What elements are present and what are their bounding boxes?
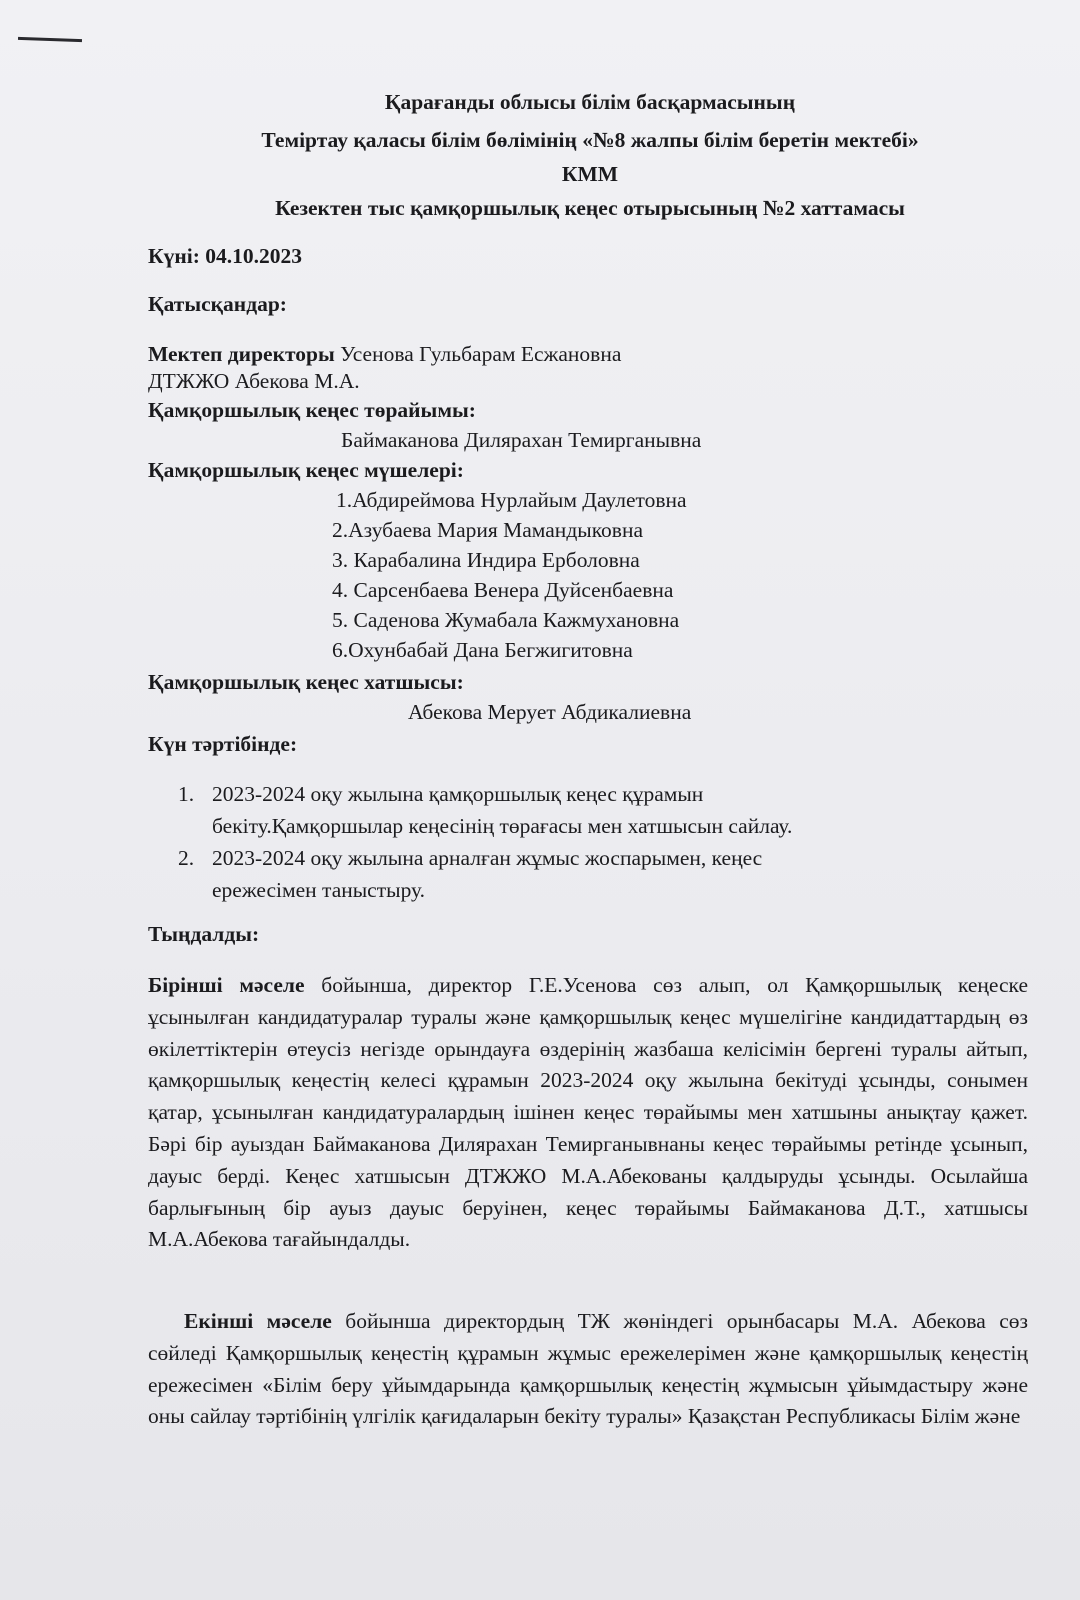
director-name: Усенова Гульбарам Есжановна <box>334 342 622 366</box>
member-item: 5. Саденова Жумабала Кажмухановна <box>332 608 680 632</box>
first-issue-lead: Бірінші мәселе <box>148 973 305 997</box>
agenda-label: Күн тәртібінде: <box>148 732 298 756</box>
first-issue-text: бойынша, директор Г.Е.Усенова сөз алып, ол Қамқоршылық кеңеске ұсынылған кандидатуралар туралы және қамқоршылық кеңес мүшелігіне кандидаттардың өз өкілеттіктерін өтеусіз негізде орындауға өздерінің жазбаша келісімін бергені туралы айтып, қамқоршылық кеңестің келесі құрамын 2023-2024 оқу жылына бекітуді ұсынды, сонымен қатар, ұсынылған кандидатуралардың ішінен кеңес төрайымы мен хатшыны анықтау қажет. Бәрі бір ауыздан Баймаканова Дилярахан Темирганывнаны кеңес төрайымы ретінде ұсынып, дауыс берді. Кеңес хатшысын ДТЖЖО М.А.Абекованы қалдыруды ұсынды. Осылайша барлығының бір ауыз дауыс беруінен, кеңес төрайымы Баймаканова Д.Т., хатшысы М.А.Абекова тағайындалды. <box>148 973 1028 1252</box>
second-issue-lead: Екінші мәселе <box>184 1309 332 1333</box>
secretary-label: Қамқоршылық кеңес хатшысы: <box>148 670 464 694</box>
agenda-text-line: 2023-2024 оқу жылына арналған жұмыс жоспарымен, кеңес <box>212 846 763 870</box>
agenda-text-line: ережесімен таныстыру. <box>212 878 426 902</box>
member-item: 2.Азубаева Мария Мамандыковна <box>332 518 644 542</box>
attendees-label: Қатысқандар: <box>148 292 287 316</box>
agenda-number: 2. <box>178 846 195 870</box>
director-line <box>148 342 621 367</box>
deputy-line: ДТЖЖО Абекова М.А. <box>148 369 360 393</box>
secretary-name: Абекова Мерует Абдикалиевна <box>408 700 692 724</box>
paragraph-first-issue <box>148 970 1028 1256</box>
agenda-number: 1. <box>178 782 195 806</box>
member-item: 6.Охунбабай Дана Бегжигитовна <box>332 638 633 662</box>
header-line-2: Теміртау қаласы білім бөлімінің «№8 жалпы білім беретін мектебі» <box>261 128 919 152</box>
director-label: Мектеп директоры <box>148 342 335 366</box>
member-item: 4. Сарсенбаева Венера Дуйсенбаевна <box>332 578 674 602</box>
heard-label: Тыңдалды: <box>148 922 260 946</box>
agenda-text-line: 2023-2024 оқу жылына қамқоршылық кеңес құрамын <box>212 782 704 806</box>
header-line-1: Қарағанды облысы білім басқармасының <box>384 90 796 114</box>
header-line-3: КММ <box>561 162 619 186</box>
protocol-title: Кезектен тыс қамқоршылық кеңес отырысының №2 хаттамасы <box>275 196 905 220</box>
paragraph-second-issue <box>148 1306 1028 1433</box>
second-issue-text: бойынша директордың ТЖ жөніндегі орынбасары М.А. Абекова сөз сөйледі Қамқоршылық кеңестің құрамын жұмыс ережелерімен және қамқоршылық кеңестің ережесімен «Білім беру ұйымдарында қамқоршылық кеңестің жұмысын ұйымдастыру және оны сайлау тәртібінің үлгілік қағидаларын бекіту туралы» Қазақстан Республикасы Білім және <box>148 1309 1028 1429</box>
agenda-text-line: бекіту.Қамқоршылар кеңесінің төрағасы мен хатшысын сайлау. <box>212 814 793 838</box>
pen-mark <box>18 37 82 42</box>
meeting-date: Күні: 04.10.2023 <box>148 244 302 268</box>
member-item: 1.Абдиреймова Нурлайым Даулетовна <box>336 488 687 512</box>
chair-name: Баймаканова Дилярахан Темирганывна <box>341 428 702 452</box>
chair-label: Қамқоршылық кеңес төрайымы: <box>148 398 476 422</box>
member-item: 3. Карабалина Индира Ерболовна <box>332 548 640 572</box>
members-label: Қамқоршылық кеңес мүшелері: <box>148 458 464 482</box>
